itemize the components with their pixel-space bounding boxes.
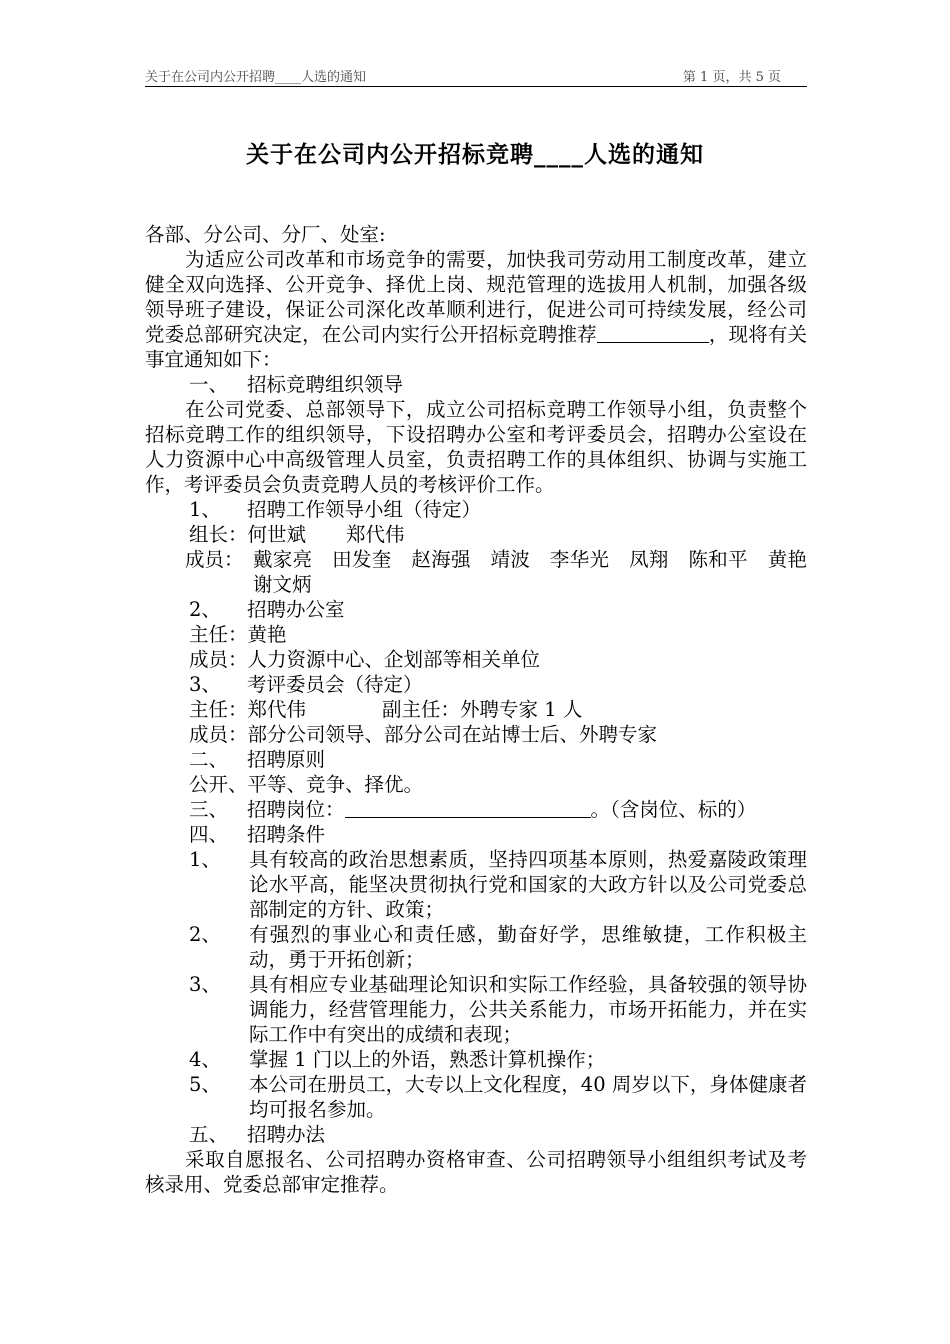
section-title: 招聘办法: [247, 1123, 326, 1146]
leader-label: 组长：: [189, 523, 248, 546]
section-1-heading: [145, 372, 807, 397]
item-number: 3、: [189, 673, 221, 696]
page-header: [145, 66, 807, 87]
section-title: 招聘岗位：: [247, 798, 345, 821]
list-item: [145, 972, 807, 1047]
members-list: 戴家亮 田发奎 赵海强 靖波 李华光 凤翔 陈和平 黄艳 谢文炳: [253, 548, 827, 596]
item-number: 4、: [189, 1048, 221, 1071]
group-3-members: 成员：部分公司领导、部分公司在站博士后、外聘专家: [189, 723, 658, 746]
section-5-heading: [145, 1122, 807, 1147]
list-item: [145, 922, 807, 972]
leader-name: 郑代伟: [346, 523, 405, 546]
members-label: 成员：: [185, 548, 244, 571]
section-2-heading: [145, 747, 807, 772]
post-blank: [345, 799, 591, 818]
section-number: 二、: [189, 748, 229, 771]
section-number: 四、: [189, 823, 229, 846]
group-2-heading: [145, 597, 807, 622]
vice-director: 副主任：外聘专家 1 人: [382, 698, 583, 721]
section-2-text: 公开、平等、竞争、择优。: [189, 773, 424, 796]
document-body: [145, 222, 827, 1197]
list-item: [145, 1047, 807, 1072]
intro-tail: ，现将有关事宜通知如下：: [145, 323, 807, 371]
section-4-heading: [145, 822, 807, 847]
section-title: 招标竞聘组织领导: [247, 373, 404, 396]
item-title: 招聘办公室: [247, 598, 345, 621]
group-3-directors: [145, 697, 807, 722]
item-title: 招聘工作领导小组（待定）: [247, 498, 482, 521]
list-item: [145, 1072, 807, 1122]
position-blank: [597, 324, 709, 343]
item-number: 1、: [189, 848, 221, 871]
item-title: 考评委员会（待定）: [247, 673, 423, 696]
item-number: 2、: [189, 598, 221, 621]
section-5-text: 采取自愿报名、公司招聘办资格审查、公司招聘领导小组组织考试及考核录用、党委总部审定推荐。: [145, 1148, 807, 1196]
section-title: 招聘条件: [247, 823, 326, 846]
item-text: 掌握 1 门以上的外语，熟悉计算机操作；: [249, 1048, 606, 1071]
section-number: 一、: [189, 373, 229, 396]
item-number: 3、: [189, 973, 221, 996]
group-1-members: [145, 547, 827, 597]
page-number: 第 1 页，共 5 页: [682, 70, 781, 85]
section-number: 五、: [189, 1123, 229, 1146]
section-title: 招聘原则: [247, 748, 326, 771]
leader-name: 何世斌: [247, 523, 307, 546]
list-item: [145, 847, 807, 922]
group-1-leaders: [145, 522, 807, 547]
item-text: 具有相应专业基础理论知识和实际工作经验，具备较强的领导协调能力，经营管理能力，公共关系能力，市场开拓能力，并在实际工作中有突出的成绩和表现；: [249, 973, 807, 1046]
document-title: 关于在公司内公开招标竞聘____人选的通知: [246, 141, 704, 168]
director: 主任：郑代伟: [189, 698, 307, 721]
section-number: 三、: [189, 798, 229, 821]
section-tail: 。（含岗位、标的）: [590, 798, 757, 821]
intro-paragraph: [145, 247, 807, 372]
group-2-members: 成员：人力资源中心、企划部等相关单位: [189, 648, 541, 671]
greeting: 各部、分公司、分厂、处室:: [145, 223, 386, 246]
item-text: 有强烈的事业心和责任感，勤奋好学，思维敏捷，工作积极主动，勇于开拓创新；: [249, 923, 807, 971]
section-1-text: 在公司党委、总部领导下，成立公司招标竞聘工作领导小组，负责整个招标竞聘工作的组织领导，下设招聘办公室和考评委员会，招聘办公室设在人力资源中心中高级管理人员室，负责招聘工作的具体组织、协调与实施工作，考评委员会负责竞聘人员的考核评价工作。: [145, 398, 807, 496]
section-3-heading: [145, 797, 807, 822]
item-number: 2、: [189, 923, 221, 946]
group-1-heading: [145, 497, 807, 522]
item-number: 5、: [189, 1073, 221, 1096]
group-2-director: 主任：黄艳: [189, 623, 287, 646]
item-text: 具有较高的政治思想素质，坚持四项基本原则，热爱嘉陵政策理论水平高，能坚决贯彻执行党和国家的大政方针以及公司党委总部制定的方针、政策；: [249, 848, 807, 921]
item-number: 1、: [189, 498, 221, 521]
intro-text: 为适应公司改革和市场竞争的需要，加快我司劳动用工制度改革，建立健全双向选择、公开竞争、择优上岗、规范管理的选拔用人机制，加强各级领导班子建设，保证公司深化改革顺利进行，促进公司可持续发展，经公司党委总部研究决定，在公司内实行公开招标竞聘推荐: [145, 248, 807, 346]
group-3-heading: [145, 672, 807, 697]
item-text: 本公司在册员工，大专以上文化程度，40 周岁以下，身体健康者均可报名参加。: [249, 1073, 807, 1121]
header-title: 关于在公司内公开招聘____人选的通知: [145, 70, 367, 85]
